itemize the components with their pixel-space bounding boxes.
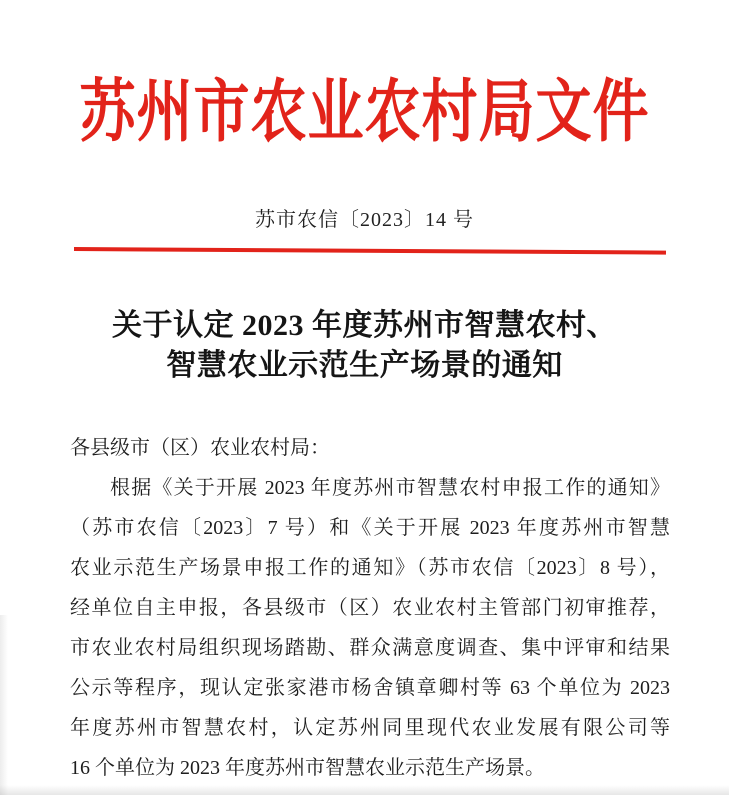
letterhead [0, 58, 729, 151]
body-line: 市农业农村局组织现场踏勘、群众满意度调查、集中评审和结果 [70, 637, 670, 659]
body-line: 16 个单位为 2023 年度苏州市智慧农业示范生产场景。 [70, 757, 545, 779]
body-line: 根据《关于开展 2023 年度苏州市智慧农村申报工作的通知》 [110, 477, 670, 499]
salutation-line: 各县级市（区）农业农村局： [70, 437, 330, 459]
body-line: 经单位自主申报，各县级市（区）农业农村主管部门初审推荐， [70, 597, 670, 619]
scan-artifact-left-edge [0, 615, 8, 795]
notice-title-line-2: 智慧农业示范生产场景的通知 [166, 349, 563, 382]
letterhead-divider-line [74, 247, 666, 255]
letterhead-org-title: 苏州市农业农村局文件 [79, 75, 650, 151]
document-number: 苏市农信〔2023〕14 号 [255, 209, 474, 231]
body-line: 年度苏州市智慧农村，认定苏州同里现代农业发展有限公司等 [70, 717, 670, 739]
notice-title-line-1: 关于认定 2023 年度苏州市智慧农村、 [112, 309, 617, 342]
document-body [70, 428, 670, 788]
body-line: （苏市农信〔2023〕7 号）和《关于开展 2023 年度苏州市智慧 [70, 517, 670, 539]
body-line: 公示等程序，现认定张家港市杨舍镇章卿村等 63 个单位为 2023 [70, 677, 670, 699]
notice-title [0, 306, 729, 386]
body-line: 农业示范生产场景申报工作的通知》（苏市农信〔2023〕8 号）， [70, 557, 670, 579]
